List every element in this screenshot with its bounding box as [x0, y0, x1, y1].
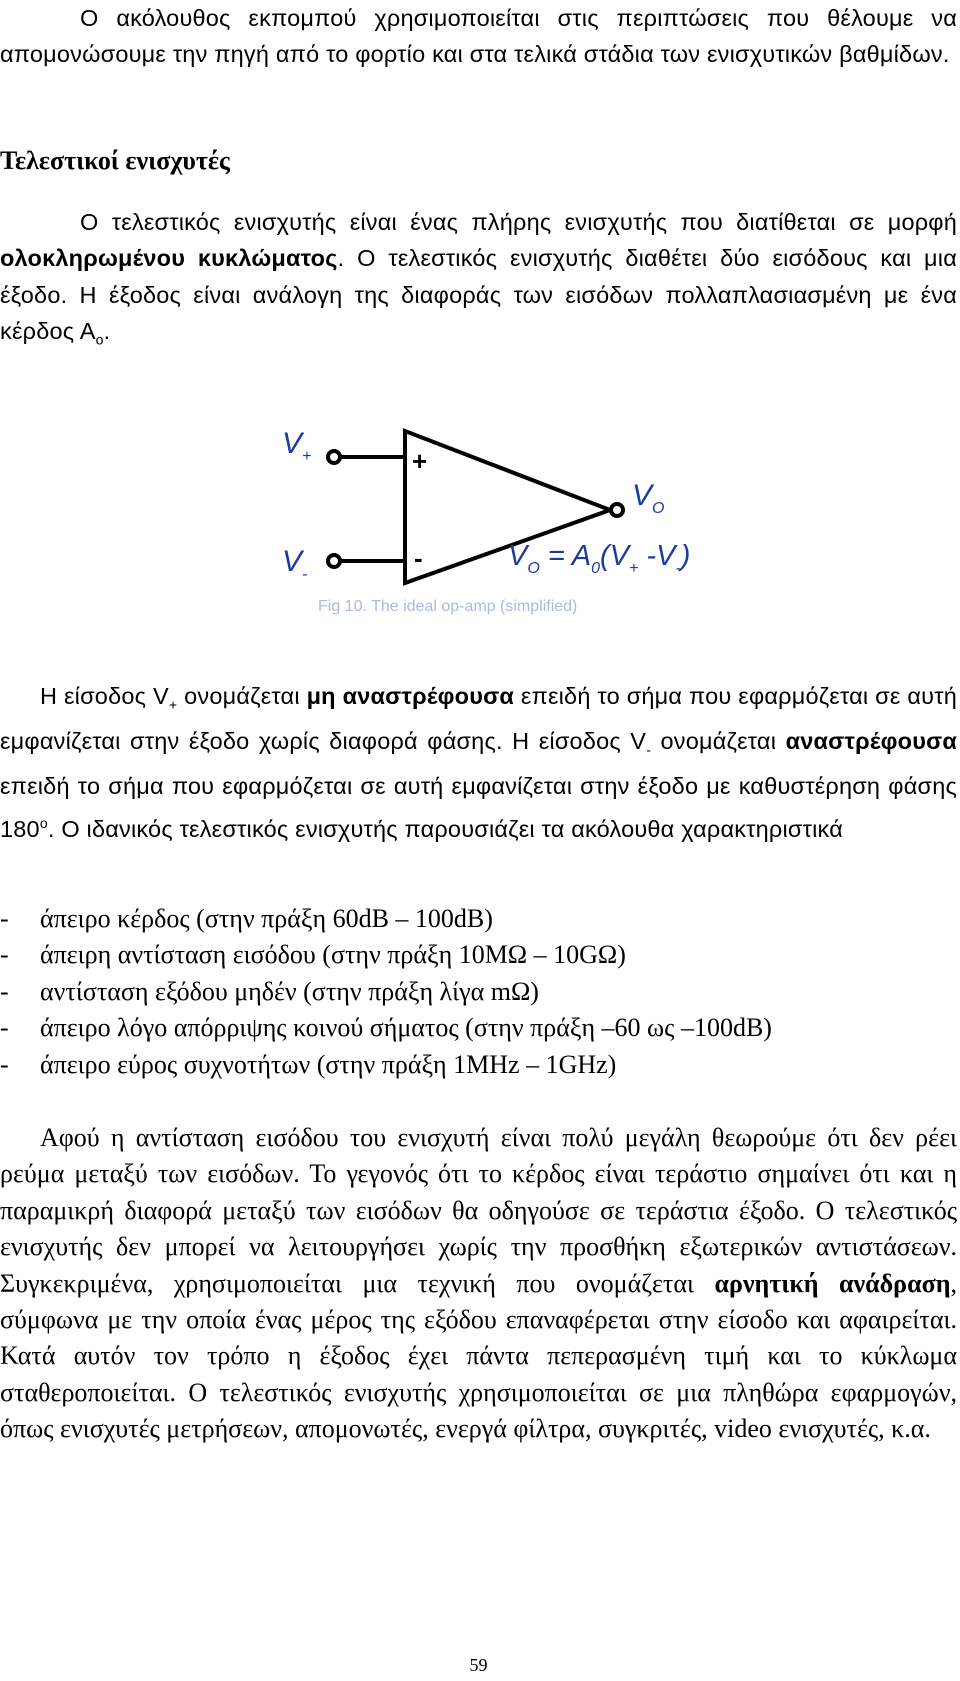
paragraph-text: . Ο τελεστικός ενισχυτής διαθέτει δύο εισόδους και μια έξοδο. Η έξοδος είναι ανάλογη της διαφοράς των εισόδων πολλαπλασιασμένη με ένα κέρδος Α	[0, 245, 957, 345]
intro-text: Ο ακόλουθος εκπομπού χρησιμοποιείται στις περιπτώσεις που θέλουμε να απομονώσουμε την πηγή από το φορτίο και στα τελικά στάδια των ενισχυτικών βαθμίδων.	[0, 5, 957, 68]
list-item	[0, 937, 957, 973]
vo-label: $V_O$	[632, 479, 665, 517]
figure-caption-clipped: Fig 10. The ideal op-amp (simplified)	[318, 598, 578, 615]
list-dash: -	[0, 976, 9, 1006]
minus-subscript: -	[646, 741, 652, 758]
vminus-label: $V_-$	[282, 545, 308, 583]
paragraph-text: Ο τελεστικός ενισχυτής είναι ένας πλήρης ενισχυτής που διατίθεται σε μορφή	[80, 209, 957, 235]
characteristics-list	[0, 901, 957, 1083]
list-item-text: άπειρο κέρδος (στην πράξη 60dB – 100dB)	[40, 904, 493, 933]
list-item-text: άπειρη αντίσταση εισόδου (στην πράξη 10ΜΩ – 10GΩ)	[40, 940, 626, 970]
bold-term: αρνητική ανάδραση	[714, 1268, 951, 1298]
paragraph-text: .	[103, 318, 111, 345]
list-dash: -	[0, 904, 9, 933]
noninverting-input-terminal	[328, 451, 340, 463]
list-dash: -	[0, 1049, 9, 1079]
intro-paragraph	[0, 0, 957, 73]
plus-sign: +	[412, 446, 428, 476]
bold-term: ολοκληρωμένου κυκλώματος	[0, 245, 338, 272]
minus-sign: -	[414, 543, 423, 573]
degree-superscript: ο	[39, 814, 48, 831]
bold-term: αναστρέφουσα	[785, 728, 957, 755]
list-dash: -	[0, 1013, 9, 1043]
list-item	[0, 1047, 957, 1083]
page-number: 59	[469, 1655, 488, 1675]
list-item-text: άπειρο εύρος συχνοτήτων (στην πράξη 1MHz – 1GHz)	[40, 1049, 617, 1079]
list-item-text: αντίσταση εξόδου μηδέν (στην πράξη λίγα mΩ)	[40, 976, 539, 1006]
bold-term: μη αναστρέφουσα	[306, 683, 515, 709]
feedback-paragraph	[0, 1120, 957, 1448]
list-item-text: άπειρο λόγο απόρριψης κοινού σήματος (στην πράξη –60 ως –100dB)	[40, 1013, 772, 1043]
paragraph-text: , σύμφωνα με την οποία ένας μέρος της εξόδου επαναφέρεται στην είσοδο και αφαιρείται. Κατά αυτόν τον τρόπο η έξοδος έχει πάντα πεπερασμένη τιμή και το κύκλωμα σταθεροποιείται. Ο τελεστικός ενισχυτής χρησιμοποιείται σε μια πληθώρα εφαρμογών, όπως ενισχυτές μετρήσεων, απομονωτές, ενεργά φίλτρα, συγκριτές, video ενισχυτές, κ.α.	[0, 1268, 958, 1444]
inputs-paragraph	[0, 678, 957, 847]
list-item	[0, 1010, 957, 1046]
paragraph-text: . Ο ιδανικός τελεστικός ενισχυτής παρουσιάζει τα ακόλουθα χαρακτηριστικά	[47, 815, 843, 842]
plus-subscript: +	[168, 696, 178, 713]
output-terminal	[611, 504, 623, 516]
paragraph-text: ονομάζεται	[177, 683, 307, 709]
opamp-description-paragraph	[0, 204, 957, 358]
list-item	[0, 974, 957, 1010]
paragraph-text: Η είσοδος V	[40, 683, 169, 709]
list-item	[0, 901, 957, 937]
paragraph-text: επειδή το σήμα που εφαρμόζεται σε αυτή εμφανίζεται στην έξοδο με καθυστέρηση φάσης 180	[0, 773, 957, 842]
section-heading: Τελεστικοί ενισχυτές	[0, 146, 230, 175]
gain-subscript: ο	[95, 331, 104, 348]
opamp-diagram	[258, 415, 726, 615]
gain-equation: $V_O = A_0(V_+$ $-V_-$)	[508, 540, 691, 577]
paragraph-text: ονομάζεται	[651, 728, 786, 755]
inverting-input-terminal	[328, 555, 340, 567]
paragraph-text: επειδή το σήμα που εφαρμόζεται σε αυτή εμφανίζεται στην έξοδο χωρίς διαφορά φάσης. Η είσοδος V	[0, 683, 957, 755]
paragraph-text: Αφού η αντίσταση εισόδου του ενισχυτή είναι πολύ μεγάλη θεωρούμε ότι δεν ρέει ρεύμα μεταξύ των εισόδων. Το γεγονός ότι το κέρδος είναι τεράστιο σημαίνει ότι και η παραμικρή διαφορά μεταξύ των εισόδων θα οδηγούσε σε τεράστια έξοδο. Ο τελεστικός ενισχυτής δεν μπορεί να λειτουργήσει χωρίς την προσθήκη εξωτερικών αντιστάσεων. Συγκεκριμένα, χρησιμοποιείται μια τεχνική που ονομάζεται	[0, 1123, 957, 1298]
list-dash: -	[0, 940, 9, 970]
vplus-label: $V_+$	[282, 427, 312, 465]
